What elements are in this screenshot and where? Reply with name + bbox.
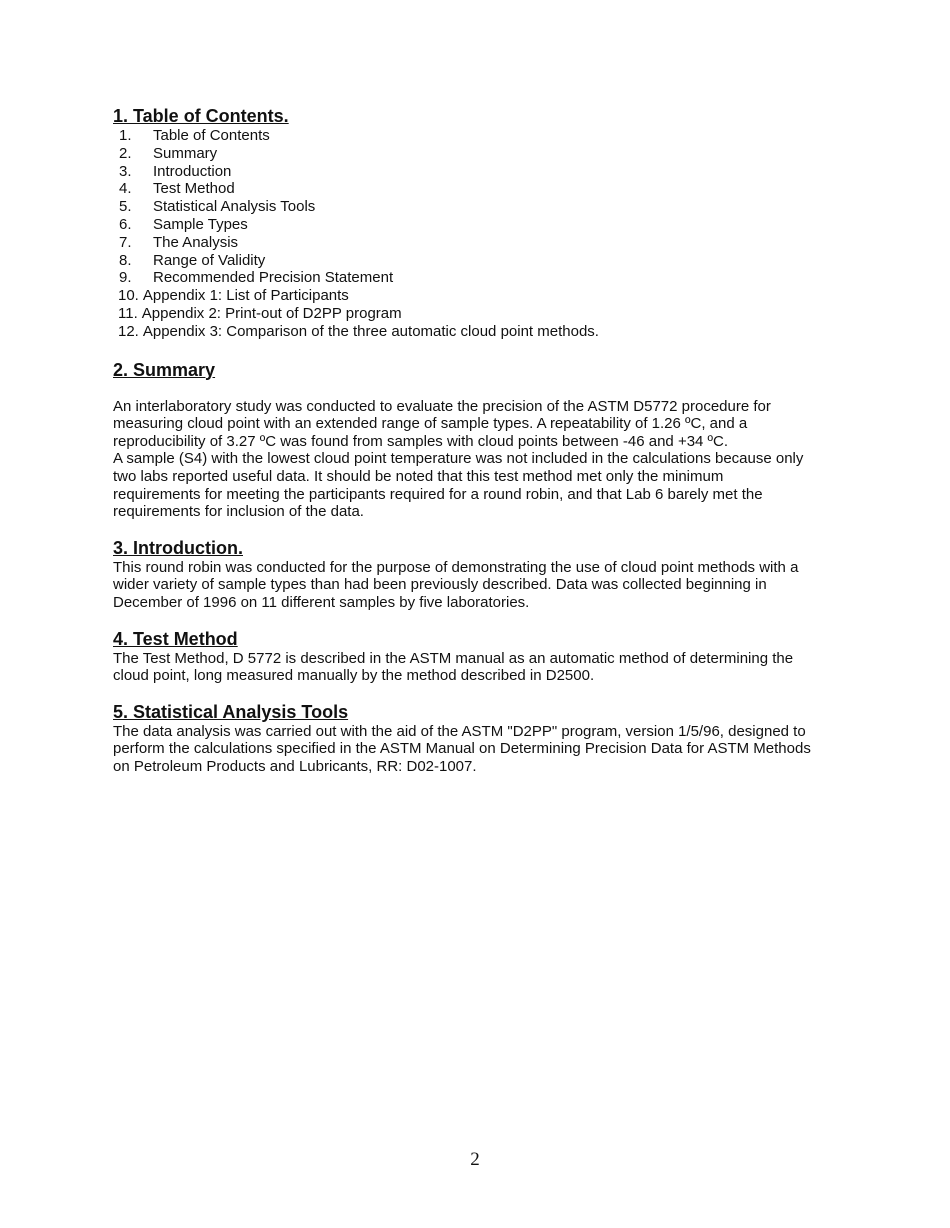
test-method-heading: 4. Test Method [113, 628, 238, 649]
paragraph-line: on Petroleum Products and Lubricants, RR: D02-1007. [113, 757, 477, 775]
toc-item-number: 7. [119, 233, 132, 251]
toc-item-label: Statistical Analysis Tools [153, 198, 316, 216]
toc-item-number: 3. [119, 162, 132, 180]
page-content [113, 105, 853, 775]
toc-item-label: Test Method [153, 180, 235, 198]
toc-item-label: Sample Types [153, 215, 248, 233]
toc-item-label: Introduction [153, 162, 232, 180]
toc-item [113, 180, 853, 198]
tools-heading: 5. Statistical Analysis Tools [113, 701, 349, 722]
toc-item-label: Range of Validity [153, 251, 266, 269]
paragraph-line: The Test Method, D 5772 is described in the ASTM manual as an automatic method of determining the [113, 649, 794, 667]
toc-item-number: 12. [118, 322, 139, 340]
toc-item [113, 163, 853, 181]
toc-item-label: Appendix 2: Print-out of D2PP program [141, 304, 402, 322]
toc-item [113, 198, 853, 216]
toc-item [113, 287, 853, 305]
toc-item-number: 6. [119, 215, 132, 233]
paragraph-line: wider variety of sample types than had been previously described. Data was collected beginning in [113, 576, 767, 594]
paragraph-line: reproducibility of 3.27 ºC was found from samples with cloud points between -46 and +34 ºC. [113, 432, 729, 450]
summary-heading: 2. Summary [113, 359, 216, 380]
toc-item [113, 145, 853, 163]
paragraph-line: cloud point, long measured manually by the method described in D2500. [113, 667, 595, 685]
toc-item-number: 9. [119, 269, 132, 287]
toc-item [113, 216, 853, 234]
toc-item-number: 11. [118, 304, 138, 322]
section-statistical-analysis-tools [113, 701, 853, 776]
toc-item-number: 10. [118, 287, 139, 305]
toc-heading: 1. Table of Contents. [113, 106, 289, 126]
paragraph-line: An interlaboratory study was conducted to evaluate the precision of the ASTM D5772 procedure for [113, 397, 771, 415]
toc-item [113, 305, 853, 323]
paragraph-line: perform the calculations specified in the ASTM Manual on Determining Precision Data for ASTM Methods [113, 740, 811, 758]
toc-item [113, 252, 853, 270]
toc-item-number: 8. [119, 251, 132, 269]
toc-item-number: 1. [119, 127, 132, 144]
paragraph-line: two labs reported useful data. It should be noted that this test method met only the minimum [113, 467, 724, 485]
section-table-of-contents [113, 105, 853, 341]
summary-paragraph [113, 398, 853, 521]
tools-paragraph [113, 723, 853, 776]
paragraph-line: December of 1996 on 11 different samples by five laboratories. [113, 593, 530, 611]
test-method-paragraph [113, 650, 853, 685]
toc-item-number: 4. [119, 180, 132, 198]
introduction-paragraph [113, 559, 853, 612]
toc-item-label: The Analysis [153, 233, 239, 251]
toc-item-label: Appendix 1: List of Participants [142, 287, 349, 305]
toc-item [113, 269, 853, 287]
paragraph-line: requirements for meeting the participants required for a round robin, and that Lab 6 barely met the [113, 485, 763, 503]
toc-item-label: Appendix 3: Comparison of the three automatic cloud point methods. [142, 322, 599, 340]
toc-item [113, 234, 853, 252]
paragraph-line: measuring cloud point with an extended range of sample types. A repeatability of 1.26 ºC, and a [113, 415, 748, 433]
section-introduction [113, 537, 853, 612]
paragraph-line: A sample (S4) with the lowest cloud point temperature was not included in the calculations because only [113, 450, 804, 468]
section-summary [113, 359, 853, 521]
toc-item [113, 127, 853, 145]
toc-item-label: Summary [153, 144, 218, 162]
section-test-method [113, 628, 853, 685]
toc-item-label: Recommended Precision Statement [153, 269, 394, 287]
toc-list [113, 127, 853, 341]
paragraph-line: The data analysis was carried out with the aid of the ASTM "D2PP" program, version 1/5/96, designed to [113, 722, 806, 740]
page-number: 2 [470, 1149, 480, 1170]
paragraph-line: requirements for inclusion of the data. [113, 503, 364, 521]
paragraph-line: This round robin was conducted for the purpose of demonstrating the use of cloud point methods with a [113, 558, 799, 576]
toc-item-label: Table of Contents [153, 127, 270, 144]
toc-item-number: 2. [119, 144, 132, 162]
toc-item-number: 5. [119, 198, 132, 216]
toc-item [113, 323, 853, 341]
introduction-heading: 3. Introduction. [113, 537, 243, 558]
